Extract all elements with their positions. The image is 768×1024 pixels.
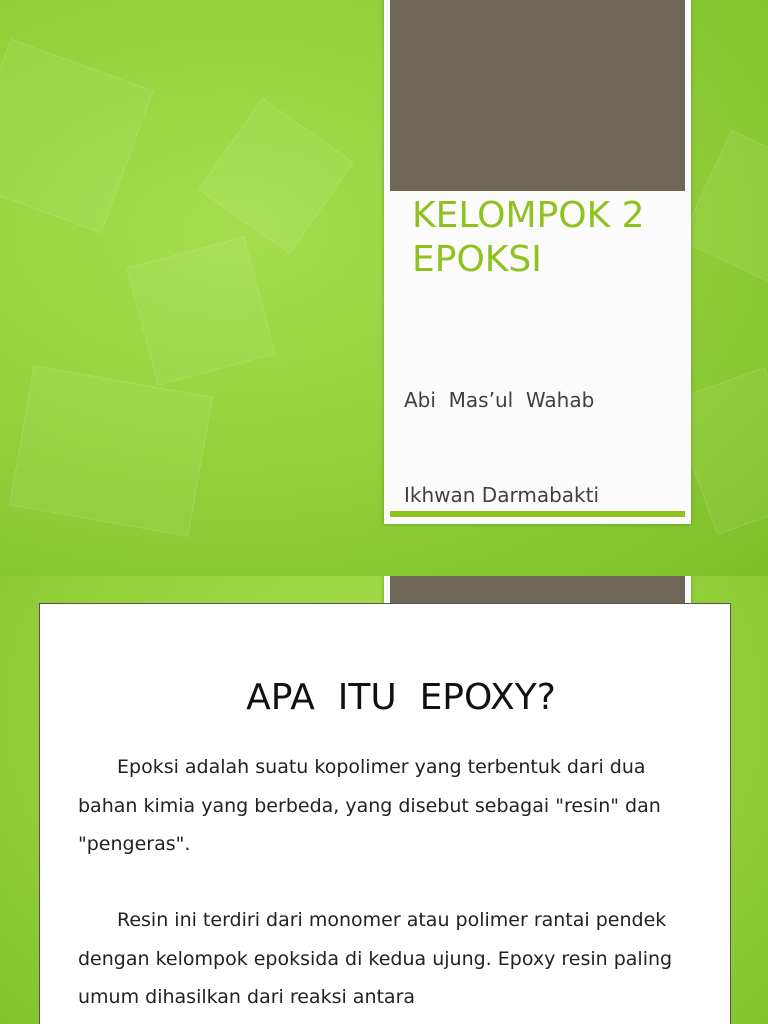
paragraph: Epoksi adalah suatu kopolimer yang terbentuk dari dua bahan kimia yang berbeda, yang disebut sebagai "resin" dan "pengeras". <box>78 756 661 855</box>
accent-bar <box>390 511 685 517</box>
background-decoration <box>680 130 768 292</box>
member-list <box>404 322 599 576</box>
title-line: EPOKSI <box>412 239 542 280</box>
title-line: KELOMPOK 2 <box>412 195 645 236</box>
member-name: Abi Mas’ul Wahab <box>404 388 595 412</box>
background-decoration <box>0 39 153 234</box>
slide-title <box>412 194 682 282</box>
background-decoration <box>198 98 354 254</box>
background-decoration <box>126 236 275 385</box>
content-slide <box>0 576 768 1024</box>
member-name: Ikhwan Darmabakti <box>404 482 599 507</box>
image-placeholder <box>390 0 685 191</box>
content-card <box>39 603 731 1024</box>
title-card <box>384 0 691 524</box>
content-title: APA ITU EPOXY? <box>246 677 556 718</box>
paragraph: Resin ini terdiri dari monomer atau polimer rantai pendek dengan kelompok epoksida di kedua ujung. Epoxy resin paling umum dihasilkan dari reaksi antara <box>78 909 673 1008</box>
background-decoration <box>9 365 213 536</box>
